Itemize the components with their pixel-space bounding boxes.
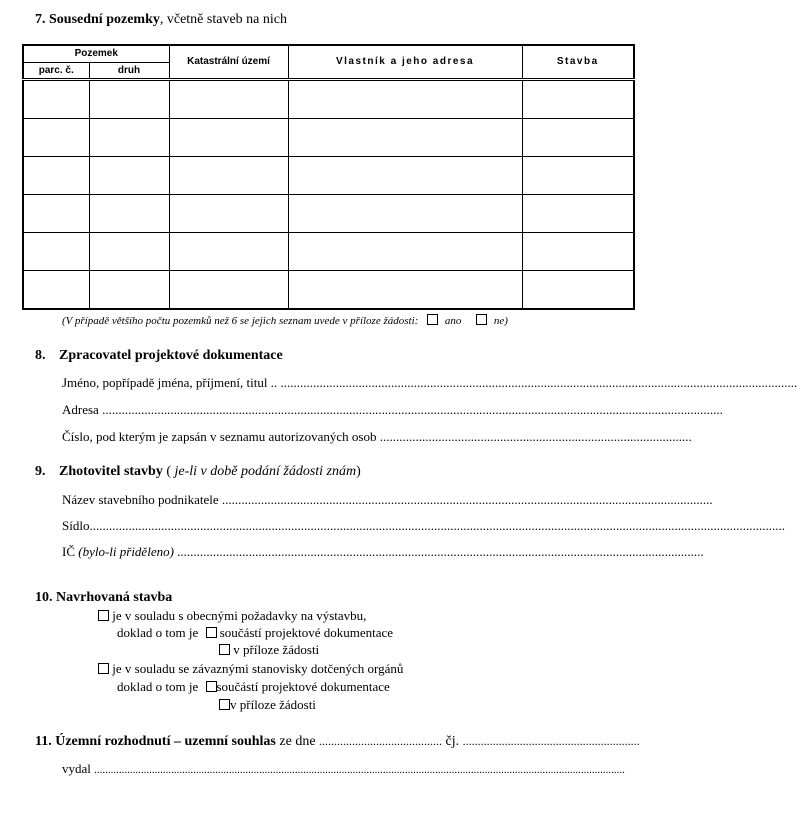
header-pozemek: Pozemek xyxy=(23,45,169,62)
table-cell[interactable] xyxy=(23,194,89,232)
table-cell[interactable] xyxy=(522,232,634,270)
contractor-ic-note: (bylo-li přiděleno) xyxy=(78,544,174,559)
issued-by-label: vydal xyxy=(62,761,91,776)
proof-label: doklad o tom je xyxy=(117,625,199,640)
section10-heading: 10. Navrhovaná stavba xyxy=(35,590,173,605)
section11-ref-field[interactable]: ........................................................... xyxy=(462,734,640,748)
yes-label: ano xyxy=(444,315,462,327)
header-parc-c: parc. č. xyxy=(23,62,89,79)
proof-label: doklad o tom je xyxy=(117,679,199,694)
table-row xyxy=(23,156,634,194)
table-cell[interactable] xyxy=(288,156,522,194)
binding-in-attachment-label: v příloze žádosti xyxy=(230,697,316,712)
designer-address-label: Adresa xyxy=(62,402,99,417)
table-row xyxy=(23,232,634,270)
table-cell[interactable] xyxy=(169,156,288,194)
table-cell[interactable] xyxy=(522,79,634,118)
section8-title: Zpracovatel projektové dokumentace xyxy=(59,348,283,363)
proof-binding-line2 xyxy=(219,697,316,713)
contractor-seat-field[interactable]: Sídlo...................................................................................................................................................................................................................... xyxy=(62,518,785,533)
designer-name-label: Jméno, popřípadě jména, příjmení, titul .. xyxy=(62,375,278,390)
contractor-seat-label: Sídlo xyxy=(62,518,90,533)
header-druh: druh xyxy=(89,62,169,79)
section8-heading xyxy=(35,348,283,364)
no-label: ne) xyxy=(493,315,508,327)
table-cell[interactable] xyxy=(288,270,522,309)
table-cell[interactable] xyxy=(169,194,288,232)
compliance-general-option xyxy=(98,608,366,624)
table-cell[interactable] xyxy=(288,194,522,232)
table-cell[interactable] xyxy=(89,270,169,309)
section9-heading xyxy=(35,464,361,480)
issued-by-field[interactable]: vydal ................................................................................................................................................................................................. xyxy=(62,761,625,776)
section9-number: 9. xyxy=(35,464,46,479)
binding-part-of-docs-checkbox[interactable] xyxy=(206,681,217,692)
compliance-general-label: je v souladu s obecnými požadavky na výstavbu, xyxy=(112,608,367,623)
designer-address-field[interactable]: Adresa ............................................................................................................................................................................................... xyxy=(62,402,723,417)
table-row xyxy=(23,118,634,156)
compliance-general-checkbox[interactable] xyxy=(98,610,109,621)
section11-title: 11. Územní rozhodnutí – uzemní souhlas xyxy=(35,734,276,749)
yes-checkbox[interactable] xyxy=(427,314,438,325)
section11-ref-label: čj. xyxy=(445,734,460,749)
binding-in-attachment-checkbox[interactable] xyxy=(219,699,230,710)
table-cell[interactable] xyxy=(169,270,288,309)
header-vlastnik: Vlastník a jeho adresa xyxy=(288,45,522,79)
table-cell[interactable] xyxy=(288,118,522,156)
table-row xyxy=(23,79,634,118)
section8-number: 8. xyxy=(35,348,46,363)
header-katastralni-uzemi: Katastrální území xyxy=(169,45,288,79)
table-row xyxy=(23,270,634,309)
header-stavba: Stavba xyxy=(522,45,634,79)
table-cell[interactable] xyxy=(23,232,89,270)
table-cell[interactable] xyxy=(23,270,89,309)
section11-heading xyxy=(35,734,640,750)
section9-title-note: je-li v době podání žádosti znám xyxy=(171,464,357,479)
section9-paren-open: ( xyxy=(162,464,172,479)
table-cell[interactable] xyxy=(169,118,288,156)
table-cell[interactable] xyxy=(522,270,634,309)
table-cell[interactable] xyxy=(522,194,634,232)
general-in-attachment-checkbox[interactable] xyxy=(219,644,230,655)
table-cell[interactable] xyxy=(89,118,169,156)
compliance-binding-checkbox[interactable] xyxy=(98,663,109,674)
section7-heading xyxy=(35,12,287,28)
section9-title: Zhotovitel stavby xyxy=(59,464,163,479)
table-cell[interactable] xyxy=(169,232,288,270)
table-cell[interactable] xyxy=(522,118,634,156)
table-note xyxy=(62,314,508,327)
table-cell[interactable] xyxy=(89,194,169,232)
contractor-name-field[interactable]: Název stavebního podnikatele ....................................................................................................................................................... xyxy=(62,492,713,507)
table-cell[interactable] xyxy=(23,156,89,194)
section7-number: 7. xyxy=(35,12,46,27)
contractor-ic-label: IČ xyxy=(62,544,75,559)
table-note-text: (V případě většího počtu pozemků než 6 se jejich seznam uvede v příloze žádosti: xyxy=(62,315,419,327)
contractor-name-label: Název stavebního podnikatele ..... xyxy=(62,492,239,507)
table-cell[interactable] xyxy=(288,79,522,118)
section11-date-label: ze dne xyxy=(275,734,316,749)
compliance-binding-option xyxy=(98,661,403,677)
table-cell[interactable] xyxy=(522,156,634,194)
proof-general-line1 xyxy=(117,625,393,641)
designer-registry-label: Číslo, pod kterým je zapsán v seznamu autorizovaných osob xyxy=(62,429,377,444)
designer-name-field[interactable]: Jméno, popřípadě jména, příjmení, titul .. ............................................................................................................................................................... xyxy=(62,375,797,390)
general-part-of-docs-label: součástí projektové dokumentace xyxy=(219,625,394,640)
binding-part-of-docs-label: součástí projektové dokumentace xyxy=(216,679,390,694)
table-cell[interactable] xyxy=(23,79,89,118)
compliance-binding-label: je v souladu se závaznými stanovisky dotčených orgánů xyxy=(112,661,404,676)
neighbor-parcels-table xyxy=(22,44,635,310)
proof-binding-line1 xyxy=(117,679,390,695)
table-row xyxy=(23,194,634,232)
designer-registry-field[interactable]: Číslo, pod kterým je zapsán v seznamu autorizovaných osob ................................................................................................ xyxy=(62,429,692,444)
table-cell[interactable] xyxy=(89,232,169,270)
section9-paren-close: ) xyxy=(356,464,361,479)
section11-date-field[interactable]: ......................................... xyxy=(319,734,443,748)
table-cell[interactable] xyxy=(288,232,522,270)
section7-title: Sousední pozemky xyxy=(49,12,160,27)
general-in-attachment-label: v příloze žádosti xyxy=(233,642,320,657)
no-checkbox[interactable] xyxy=(476,314,487,325)
proof-general-line2 xyxy=(219,642,319,658)
table-cell[interactable] xyxy=(169,79,288,118)
contractor-ic-field[interactable]: IČ (bylo-li přiděleno) .................................................................................................................................................................. xyxy=(62,544,704,559)
table-cell[interactable] xyxy=(23,118,89,156)
table-cell[interactable] xyxy=(89,156,169,194)
table-cell[interactable] xyxy=(89,79,169,118)
section7-title-rest: , včetně staveb na nich xyxy=(159,12,287,27)
general-part-of-docs-checkbox[interactable] xyxy=(206,627,217,638)
